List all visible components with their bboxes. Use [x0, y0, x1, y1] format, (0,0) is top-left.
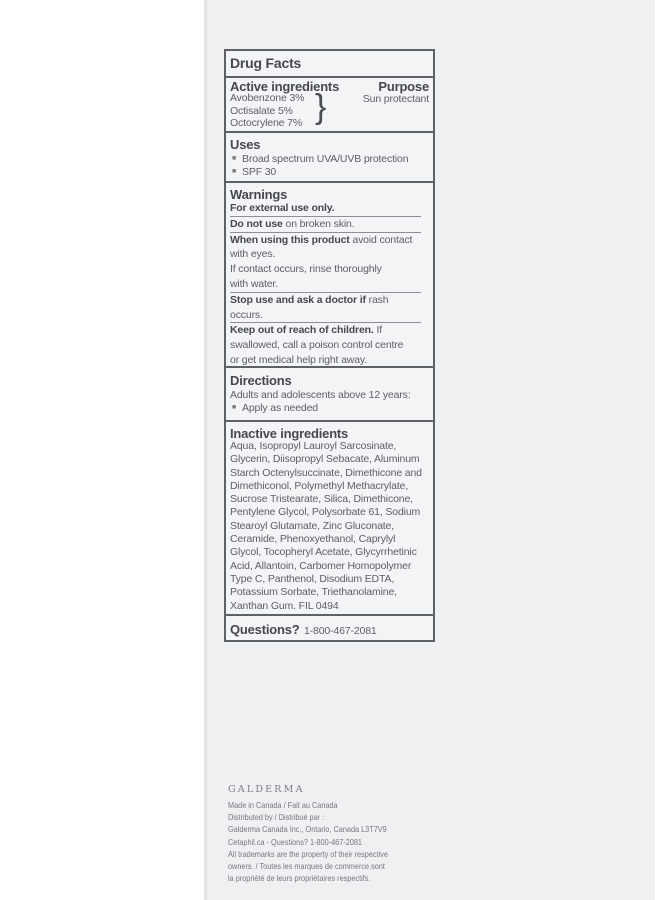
keep-out-warning: Keep out of reach of children. If	[230, 324, 382, 337]
drug-facts-title: Drug Facts	[230, 55, 302, 71]
uses-item: ■ Broad spectrum UVA/UVB protection	[232, 153, 409, 165]
keep-out-warning-cont: swallowed, call a poison control centre	[230, 339, 404, 352]
footer	[228, 784, 448, 884]
inactive-ingredients-list: Aqua, Isopropyl Lauroyl Sarcosinate, Glycerin, Diisopropyl Sebacate, Aluminum Starch Octenylsuccinate, Dimethicone and Dimethiconol, Polymethyl Methacrylate, Sucrose Tristearate, Silica, Dimethicone, Pentylene Glycol, Polysorbate 61, Sodium Stearoyl Glutamate, Zinc Gluconate, Ceramide, Phenoxyethanol, Caprylyl Glycol, Tocopheryl Acetate, Glycyrrhetinic Acid, Allantoin, Carbomer Homopolymer Type C, Panthenol, Disodium EDTA, Potassium Sorbate, Triethanolamine, Xanthan Gum. FIL 0494	[230, 440, 422, 612]
active-ingredient: Octisalate 5%	[230, 104, 293, 117]
bullet-icon: ■	[232, 167, 237, 175]
directions-text: Adults and adolescents above 12 years:	[230, 389, 411, 401]
inactive-ingredients-section	[226, 420, 433, 616]
contact-instruction-cont: with water.	[230, 277, 278, 290]
keep-out-warning-cont: or get medical help right away.	[230, 353, 367, 366]
stop-use-warning-cont: occurs.	[230, 308, 263, 321]
uses-section	[226, 131, 433, 183]
active-ingredients-heading: Active ingredients	[230, 79, 340, 94]
active-ingredients-list	[230, 92, 304, 130]
brace-icon: }	[315, 88, 327, 126]
active-ingredient: Avobenzone 3%	[230, 92, 305, 104]
warnings-section	[226, 181, 433, 368]
do-not-use-warning: Do not use on broken skin.	[230, 217, 355, 230]
uses-item: ■ SPF 30	[232, 165, 277, 178]
drug-facts-box	[224, 49, 435, 642]
galderma-logo: GALDERMA	[228, 784, 305, 795]
uses-heading: Uses	[230, 137, 261, 152]
contact-instruction: If contact occurs, rinse thoroughly	[230, 263, 382, 276]
external-use-warning: For external use only.	[230, 202, 335, 214]
when-using-warning: When using this product avoid contact	[230, 233, 413, 246]
active-ingredient: Octocrylene 7%	[230, 117, 303, 129]
inactive-ingredients-heading: Inactive ingredients	[230, 426, 349, 441]
bullet-icon: ■	[232, 155, 237, 162]
when-using-warning-cont: with eyes.	[230, 248, 276, 261]
footer-text: Made in Canada / Fait au Canada Distributed by / Distribué par : Galderma Canada Inc., Ontario, Canada L3T7V9 Cetaphil.ca - Questions? 1-800-467-2081 All trademarks are the property of their respective owners. / Toutes les marques de commerce sont la propriété de leurs propriétaires respectifs.	[228, 800, 388, 884]
questions-heading: Questions?	[230, 622, 300, 637]
stop-use-warning: Stop use and ask a doctor if rash	[230, 293, 389, 306]
directions-item: ■ Apply as needed	[232, 401, 318, 414]
drug-facts-title-section	[226, 51, 433, 76]
questions-phone: 1-800-467-2081	[303, 625, 377, 637]
purpose-heading: Purpose	[378, 79, 429, 94]
bullet-icon: ■	[232, 403, 237, 411]
purpose-text: Sun protectant	[362, 93, 429, 105]
directions-heading: Directions	[230, 373, 292, 388]
active-ingredients-section	[226, 76, 433, 133]
warnings-heading: Warnings	[230, 187, 288, 202]
questions-section	[226, 614, 433, 644]
directions-section	[226, 366, 433, 422]
